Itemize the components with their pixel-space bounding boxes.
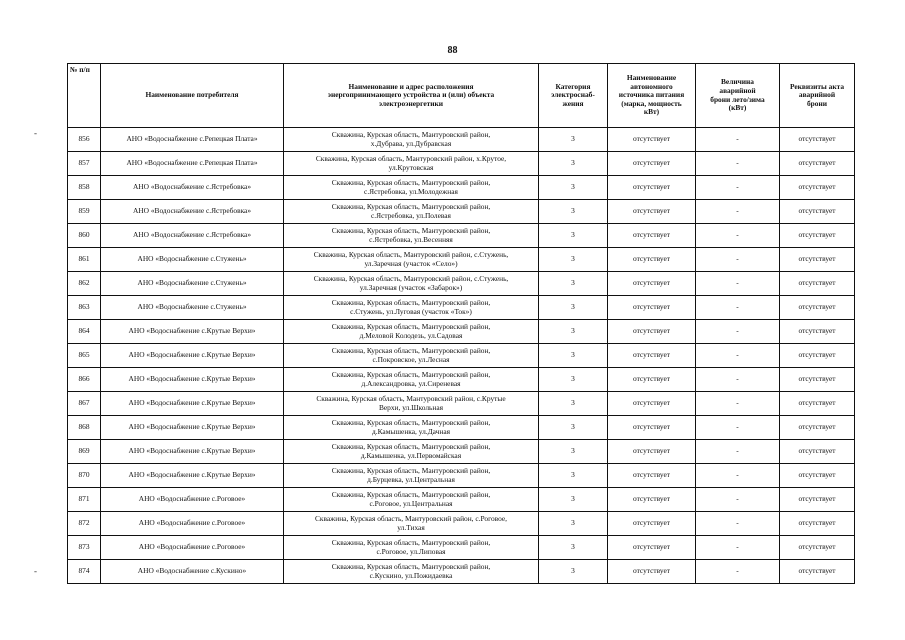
supply-category: 3 [539, 272, 608, 296]
table-row [68, 344, 855, 368]
object-address: Скважина, Курская область, Мантуровский район, д.Бурцевка, ул.Центральная [284, 464, 539, 488]
act-details: отсутствует [780, 512, 855, 536]
consumer-name: АНО «Водоснабжение с.Крутые Верхи» [101, 440, 284, 464]
supply-category: 3 [539, 296, 608, 320]
reserve-value: - [696, 128, 780, 152]
header-category: Категория электроснаб- жения [539, 64, 608, 128]
autonomous-source: отсутствует [608, 416, 696, 440]
object-address: Скважина, Курская область, Мантуровский район, с.Стужень, ул.Заречная (участок «Село») [284, 248, 539, 272]
object-address: Скважина, Курская область, Мантуровский район, с.Роговое, ул.Липовая [284, 536, 539, 560]
autonomous-source: отсутствует [608, 344, 696, 368]
reserve-value: - [696, 440, 780, 464]
row-number: 865 [68, 344, 101, 368]
consumers-table [67, 63, 855, 584]
table-row [68, 272, 855, 296]
consumer-name: АНО «Водоснабжение с.Роговое» [101, 536, 284, 560]
act-details: отсутствует [780, 272, 855, 296]
row-number: 859 [68, 200, 101, 224]
supply-category: 3 [539, 224, 608, 248]
row-number: 869 [68, 440, 101, 464]
consumer-name: АНО «Водоснабжение с.Крутые Верхи» [101, 368, 284, 392]
row-number: 874 [68, 560, 101, 584]
table-row [68, 320, 855, 344]
row-number: 868 [68, 416, 101, 440]
table-row [68, 488, 855, 512]
autonomous-source: отсутствует [608, 272, 696, 296]
consumer-name: АНО «Водоснабжение с.Ястребовка» [101, 176, 284, 200]
act-details: отсутствует [780, 152, 855, 176]
consumer-name: АНО «Водоснабжение с.Крутые Верхи» [101, 320, 284, 344]
row-number: 858 [68, 176, 101, 200]
table-row [68, 176, 855, 200]
autonomous-source: отсутствует [608, 248, 696, 272]
page-number: 88 [447, 45, 458, 56]
autonomous-source: отсутствует [608, 488, 696, 512]
object-address: Скважина, Курская область, Мантуровский район, с.Ястребовка, ул.Весенняя [284, 224, 539, 248]
reserve-value: - [696, 272, 780, 296]
reserve-value: - [696, 248, 780, 272]
autonomous-source: отсутствует [608, 320, 696, 344]
object-address: Скважина, Курская область, Мантуровский район, с.Ястребовка, ул.Молодежная [284, 176, 539, 200]
row-number: 871 [68, 488, 101, 512]
reserve-value: - [696, 416, 780, 440]
header-source: Наименование автономного источника питания (марка, мощность кВт) [608, 64, 696, 128]
autonomous-source: отсутствует [608, 464, 696, 488]
autonomous-source: отсутствует [608, 392, 696, 416]
object-address: Скважина, Курская область, Мантуровский район, с.Стужень, ул.Заречная (участок «Забарок») [284, 272, 539, 296]
consumer-name: АНО «Водоснабжение с.Роговое» [101, 512, 284, 536]
row-number: 867 [68, 392, 101, 416]
autonomous-source: отсутствует [608, 440, 696, 464]
object-address: Скважина, Курская область, Мантуровский район, д.Александровка, ул.Сиреневая [284, 368, 539, 392]
header-object: Наименование и адрес расположения энергопринимающего устройства и (или) объекта электроэнергетики [284, 64, 539, 128]
supply-category: 3 [539, 320, 608, 344]
consumer-name: АНО «Водоснабжение с.Репецкая Плата» [101, 128, 284, 152]
header-row [68, 64, 855, 128]
consumer-name: АНО «Водоснабжение с.Стужень» [101, 272, 284, 296]
act-details: отсутствует [780, 344, 855, 368]
row-number: 863 [68, 296, 101, 320]
reserve-value: - [696, 368, 780, 392]
row-number: 873 [68, 536, 101, 560]
table-row [68, 368, 855, 392]
act-details: отсутствует [780, 536, 855, 560]
row-number: 866 [68, 368, 101, 392]
act-details: отсутствует [780, 176, 855, 200]
consumer-name: АНО «Водоснабжение с.Ястребовка» [101, 200, 284, 224]
reserve-value: - [696, 296, 780, 320]
act-details: отсутствует [780, 248, 855, 272]
header-act: Реквизиты акта аварийной брони [780, 64, 855, 128]
reserve-value: - [696, 320, 780, 344]
row-number: 856 [68, 128, 101, 152]
act-details: отсутствует [780, 560, 855, 584]
row-number: 872 [68, 512, 101, 536]
act-details: отсутствует [780, 200, 855, 224]
act-details: отсутствует [780, 368, 855, 392]
autonomous-source: отсутствует [608, 200, 696, 224]
row-number: 860 [68, 224, 101, 248]
autonomous-source: отсутствует [608, 560, 696, 584]
table-row [68, 440, 855, 464]
autonomous-source: отсутствует [608, 128, 696, 152]
act-details: отсутствует [780, 392, 855, 416]
reserve-value: - [696, 392, 780, 416]
reserve-value: - [696, 512, 780, 536]
supply-category: 3 [539, 368, 608, 392]
reserve-value: - [696, 176, 780, 200]
table-row [68, 152, 855, 176]
consumer-name: АНО «Водоснабжение с.Крутые Верхи» [101, 464, 284, 488]
table-row [68, 464, 855, 488]
supply-category: 3 [539, 464, 608, 488]
autonomous-source: отсутствует [608, 296, 696, 320]
act-details: отсутствует [780, 440, 855, 464]
autonomous-source: отсутствует [608, 224, 696, 248]
reserve-value: - [696, 152, 780, 176]
row-number: 862 [68, 272, 101, 296]
consumer-name: АНО «Водоснабжение с.Стужень» [101, 248, 284, 272]
act-details: отсутствует [780, 416, 855, 440]
row-number: 857 [68, 152, 101, 176]
autonomous-source: отсутствует [608, 176, 696, 200]
reserve-value: - [696, 200, 780, 224]
supply-category: 3 [539, 536, 608, 560]
reserve-value: - [696, 224, 780, 248]
object-address: Скважина, Курская область, Мантуровский район, с.Кускино, ул.Пожидаевка [284, 560, 539, 584]
object-address: Скважина, Курская область, Мантуровский район, с.Крутые Верхи, ул.Школьная [284, 392, 539, 416]
supply-category: 3 [539, 416, 608, 440]
reserve-value: - [696, 344, 780, 368]
reserve-value: - [696, 488, 780, 512]
margin-mark: - [34, 128, 37, 138]
table-row [68, 128, 855, 152]
autonomous-source: отсутствует [608, 368, 696, 392]
supply-category: 3 [539, 152, 608, 176]
table-row [68, 560, 855, 584]
supply-category: 3 [539, 392, 608, 416]
supply-category: 3 [539, 512, 608, 536]
table-row [68, 224, 855, 248]
row-number: 864 [68, 320, 101, 344]
table-row [68, 536, 855, 560]
object-address: Скважина, Курская область, Мантуровский район, д.Камышенка, ул.Первомайская [284, 440, 539, 464]
supply-category: 3 [539, 440, 608, 464]
margin-mark: - [34, 566, 37, 576]
header-num: № п/п [68, 64, 101, 128]
row-number: 870 [68, 464, 101, 488]
table-row [68, 200, 855, 224]
object-address: Скважина, Курская область, Мантуровский район, д.Меловой Колодезь, ул.Садовая [284, 320, 539, 344]
object-address: Скважина, Курская область, Мантуровский район, с.Покровское, ул.Лесная [284, 344, 539, 368]
table-row [68, 296, 855, 320]
consumer-name: АНО «Водоснабжение с.Крутые Верхи» [101, 392, 284, 416]
table-row [68, 392, 855, 416]
supply-category: 3 [539, 488, 608, 512]
object-address: Скважина, Курская область, Мантуровский район, с.Ястребовка, ул.Полевая [284, 200, 539, 224]
consumer-name: АНО «Водоснабжение с.Репецкая Плата» [101, 152, 284, 176]
act-details: отсутствует [780, 296, 855, 320]
act-details: отсутствует [780, 224, 855, 248]
table-row [68, 248, 855, 272]
consumer-name: АНО «Водоснабжение с.Кускино» [101, 560, 284, 584]
object-address: Скважина, Курская область, Мантуровский район, с.Роговое, ул.Центральная [284, 488, 539, 512]
header-consumer: Наименование потребителя [101, 64, 284, 128]
row-number: 861 [68, 248, 101, 272]
reserve-value: - [696, 464, 780, 488]
object-address: Скважина, Курская область, Мантуровский район, х.Дубрава, ул.Дубравская [284, 128, 539, 152]
supply-category: 3 [539, 200, 608, 224]
supply-category: 3 [539, 560, 608, 584]
act-details: отсутствует [780, 464, 855, 488]
header-reserve: Величина аварийной брони лето/зима (кВт) [696, 64, 780, 128]
consumer-name: АНО «Водоснабжение с.Крутые Верхи» [101, 416, 284, 440]
object-address: Скважина, Курская область, Мантуровский район, д.Камышенка, ул.Дачная [284, 416, 539, 440]
table-row [68, 416, 855, 440]
consumer-name: АНО «Водоснабжение с.Ястребовка» [101, 224, 284, 248]
consumer-name: АНО «Водоснабжение с.Роговое» [101, 488, 284, 512]
supply-category: 3 [539, 344, 608, 368]
reserve-value: - [696, 560, 780, 584]
consumer-name: АНО «Водоснабжение с.Крутые Верхи» [101, 344, 284, 368]
table-row [68, 512, 855, 536]
supply-category: 3 [539, 248, 608, 272]
object-address: Скважина, Курская область, Мантуровский район, с.Роговое, ул.Тихая [284, 512, 539, 536]
object-address: Скважина, Курская область, Мантуровский район, с.Стужень, ул.Луговая (участок «Ток») [284, 296, 539, 320]
reserve-value: - [696, 536, 780, 560]
object-address: Скважина, Курская область, Мантуровский район, х.Крутое, ул.Крутовская [284, 152, 539, 176]
supply-category: 3 [539, 176, 608, 200]
act-details: отсутствует [780, 488, 855, 512]
autonomous-source: отсутствует [608, 512, 696, 536]
autonomous-source: отсутствует [608, 152, 696, 176]
consumer-name: АНО «Водоснабжение с.Стужень» [101, 296, 284, 320]
supply-category: 3 [539, 128, 608, 152]
act-details: отсутствует [780, 128, 855, 152]
autonomous-source: отсутствует [608, 536, 696, 560]
act-details: отсутствует [780, 320, 855, 344]
